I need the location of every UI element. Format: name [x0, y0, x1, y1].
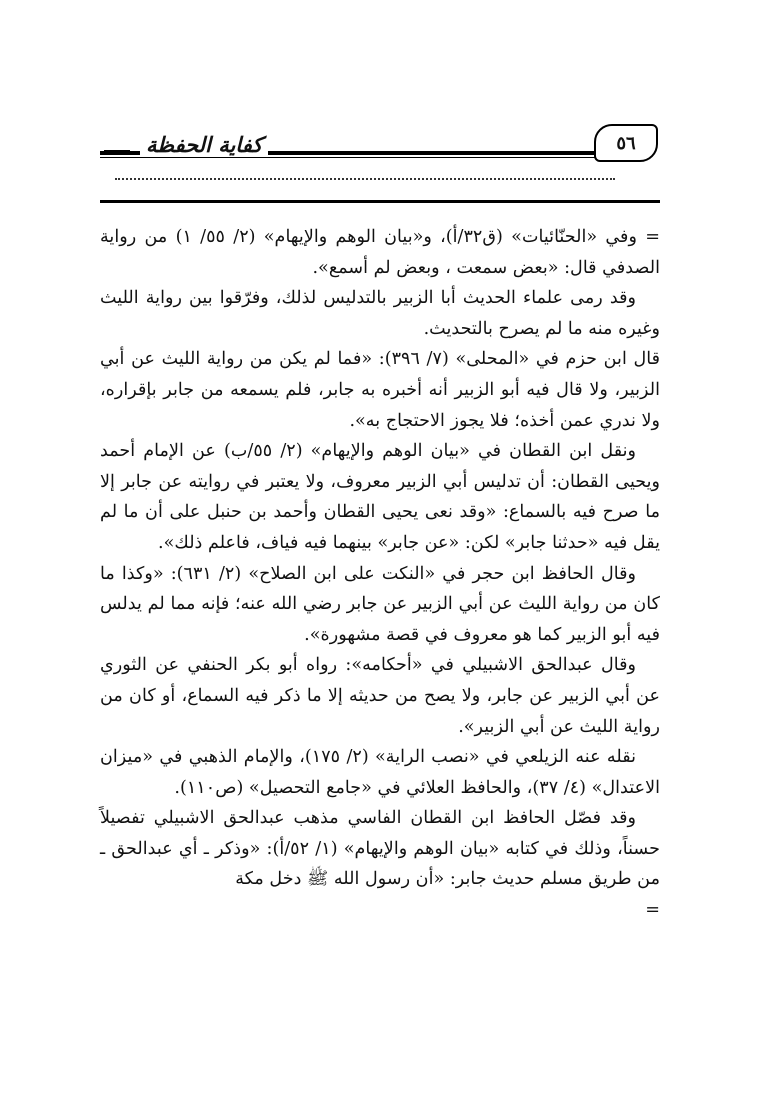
paragraph: وقال الحافظ ابن حجر في «النكت على ابن الصلاح» (٢/ ٦٣١): «وكذا ما كان من رواية الليث عن أبي الزبير عن جابر رضي الله عنه؛ فإنه مما لم يدلس فيه أبو الزبير كما هو معروف في قصة مشهورة».: [100, 563, 660, 645]
page-header: [100, 118, 660, 170]
header-divider: [100, 200, 660, 203]
continuation-mark: =: [645, 900, 660, 921]
page-number: ٥٦: [594, 124, 658, 162]
running-title: كفاية الحفظة: [140, 132, 268, 157]
page-body: [100, 222, 660, 926]
paragraph: وقال عبدالحق الاشبيلي في «أحكامه»: رواه أبو بكر الحنفي عن الثوري عن أبي الزبير عن جابر، ولا يصح من حديثه إلا ما ذكر فيه السماع، أو كان من رواية الليث عن أبي الزبير».: [100, 655, 660, 737]
header-rule-thin: [100, 157, 610, 158]
paragraph: قال ابن حزم في «المحلى» (٧/ ٣٩٦): «فما لم يكن من رواية الليث عن أبي الزبير، ولا قال فيه أبو الزبير أنه أخبره به جابر، فلم يسمعه من جابر بإقراره، ولا ندري عمن أخذه؛ فلا يجوز الاحتجاج به».: [100, 349, 661, 431]
paragraph: وقد رمى علماء الحديث أبا الزبير بالتدليس لذلك، وفرّقوا بين رواية الليث وغيره منه ما لم يصرح بالتحديث.: [100, 288, 660, 339]
header-dash: [104, 150, 130, 155]
paragraph: = وفي «الحنّائيات» (ق٣٢/أ)، و«بيان الوهم والإيهام» (٢/ ٥٥/ ١) من رواية الصدفي قال: «بعض سمعت ، وبعض لم أسمع».: [100, 227, 660, 278]
paragraph: ونقل ابن القطان في «بيان الوهم والإيهام» (٢/ ٥٥/ب) عن الإمام أحمد ويحيى القطان: أن تدليس أبي الزبير معروف، ولا يعتبر في روايته عن جابر إلا ما صرح فيه بالسماع: «وقد نعى يحيى القطان وأحمد بن حنبل على أن ما لم يقل فيه «حدثنا جابر» لكن: «عن جابر» بينهما فيه فياف، فاعلم ذلك».: [100, 441, 660, 553]
paragraph: وقد فصّل الحافظ ابن القطان الفاسي مذهب عبدالحق الاشبيلي تفصيلاً حسناً، وذلك في كتابه «بيان الوهم والإيهام» (١/ ٥٢/أ): «وذكر ـ أي عبدالحق ـ من طريق مسلم حديث جابر: «أن رسول الله ﷺ دخل مكة: [100, 808, 660, 890]
dotted-separator: [115, 178, 615, 180]
paragraph: نقله عنه الزيلعي في «نصب الراية» (٢/ ١٧٥)، والإمام الذهبي في «ميزان الاعتدال» (٤/ ٣٧)، والحافظ العلائي في «جامع التحصيل» (ص١١٠).: [100, 747, 660, 798]
